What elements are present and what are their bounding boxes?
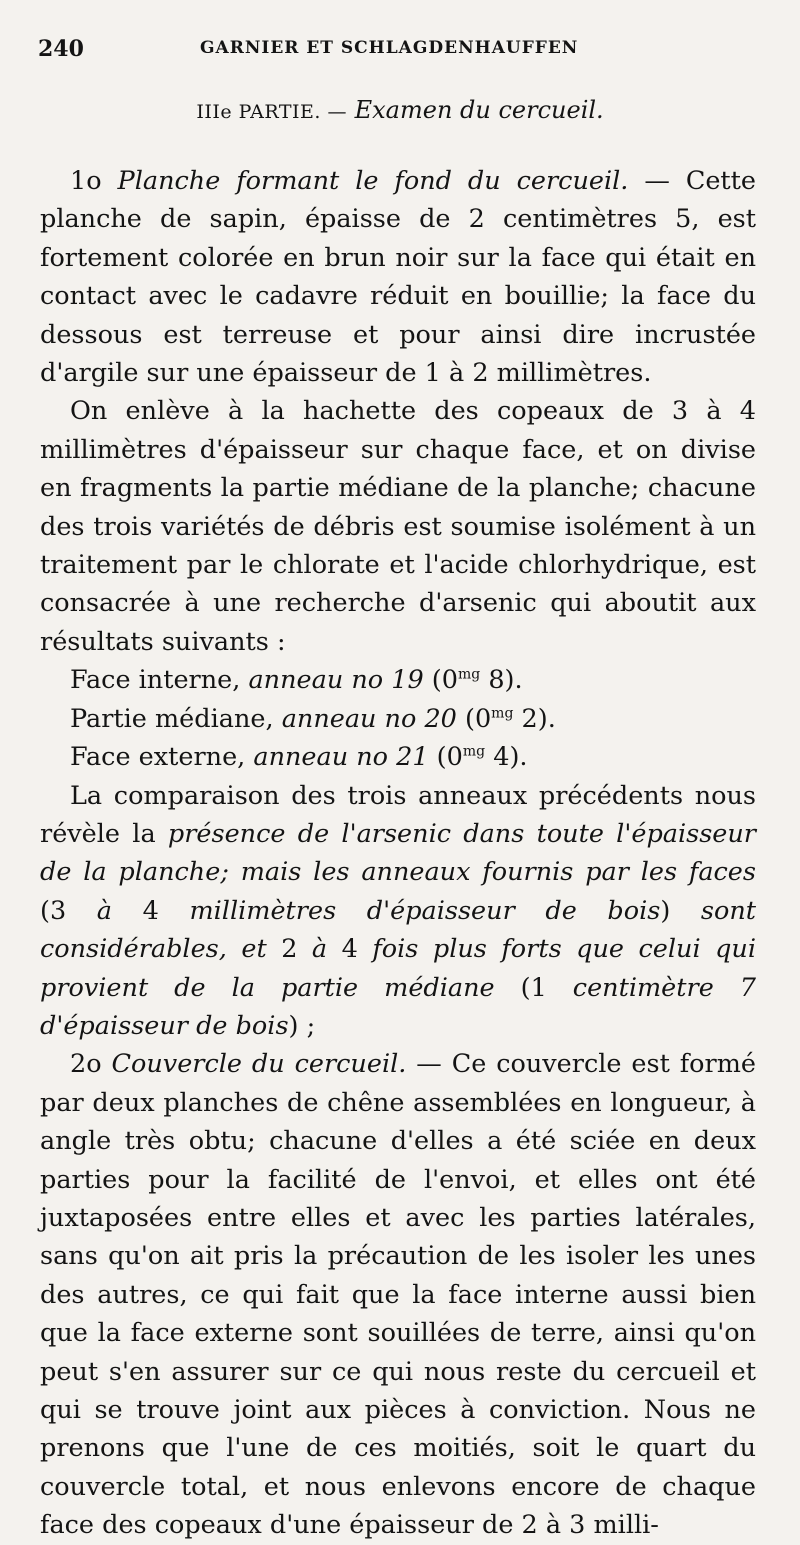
- result-label: Face externe,: [70, 742, 254, 773]
- running-head: GARNIER ET SCHLAGDENHAUFFEN: [200, 38, 579, 58]
- body-text: [40, 162, 756, 1545]
- page-number: 240: [38, 36, 84, 62]
- result-value: (0: [428, 742, 463, 773]
- text-run: ) ;: [288, 1010, 316, 1041]
- result-line: [40, 738, 756, 776]
- result-line: [40, 700, 756, 738]
- italic-run: à: [311, 934, 328, 965]
- section-title: [0, 96, 800, 124]
- result-ring: anneau no 21: [253, 742, 429, 773]
- result-ring: anneau no 20: [281, 703, 457, 734]
- item-number: 2o: [70, 1049, 112, 1080]
- result-label: Face interne,: [70, 665, 249, 696]
- italic-run: présence de l'arsenic dans toute l'épaisseur de la planche; mais les anneaux fournis par les faces: [40, 818, 757, 888]
- page-header: [38, 36, 768, 68]
- result-label: Partie médiane,: [70, 703, 282, 734]
- section-heading: Examen du cercueil.: [354, 96, 604, 124]
- paragraph-bottom-plank: [40, 162, 756, 392]
- italic-run: sont considérables, et: [40, 895, 757, 965]
- text-run: 4: [112, 895, 190, 926]
- text-run: (3: [40, 895, 97, 926]
- item-title: Couvercle du cercueil.: [111, 1049, 407, 1080]
- paragraph-lid: [40, 1045, 756, 1544]
- part-label: IIIe PARTIE. —: [196, 101, 347, 123]
- italic-run: centimètre 7 d'épaisseur de bois: [40, 972, 757, 1041]
- italic-run: à: [96, 895, 112, 926]
- result-end: 4).: [485, 742, 528, 773]
- item-title: Planche formant le fond du cercueil.: [117, 166, 629, 196]
- result-line: [40, 661, 756, 699]
- text-run: (1: [494, 972, 573, 1003]
- text-run: La comparaison des trois anneaux précédents nous révèle la: [40, 780, 756, 849]
- text-run: 4: [327, 934, 373, 965]
- result-ring: anneau no 19: [248, 665, 424, 696]
- text-run: 2: [266, 934, 312, 965]
- result-value: (0: [423, 665, 458, 696]
- result-unit: mg: [457, 666, 481, 683]
- paragraph-procedure: On enlève à la hachette des copeaux de 3 à 4 millimètres d'épaisseur sur chaque face, et on divise en fragments la partie médiane de la planche; chacune des trois variétés de débris est soumise isolément à un traitement par le chlorate et l'acide chlorhydrique, est consacrée à une recherche d'arsenic qui aboutit aux résultats suivants :: [40, 396, 756, 657]
- item-number: 1o: [70, 166, 118, 196]
- paragraph-text: — Ce couvercle est formé par deux planches de chêne assemblées en longueur, à angle très obtu; chacune d'elles a été sciée en deux parties pour la facilité de l'envoi, et elles ont été juxtaposées entre elles et avec les parties latérales, sans qu'on ait pris la précaution de les isoler les unes des autres, ce qui fait que la face interne aussi bien que la face externe sont souillées de terre, ainsi qu'on peut s'en assurer sur ce qui nous reste du cercueil et qui se trouve joint aux pièces à conviction. Nous ne prenons que l'une de ces moitiés, soit le quart du couvercle total, et nous enlevons encore de chaque face des copeaux d'une épaisseur de 2 à 3 milli-: [40, 1049, 756, 1541]
- result-value: (0: [456, 703, 492, 734]
- italic-run: millimètres d'épaisseur de bois: [189, 895, 661, 926]
- result-unit: mg: [491, 705, 514, 722]
- italic-run: fois plus forts que celui qui provient de la partie médiane: [40, 934, 756, 1003]
- result-end: 2).: [513, 703, 556, 734]
- text-run: ): [660, 895, 701, 926]
- paragraph-text: — Cette planche de sapin, épaisse de 2 centimètres 5, est fortement colorée en brun noir sur la face qui était en contact avec le cadavre réduit en bouillie; la face du dessous est terreuse et pour ainsi dire incrustée d'argile sur une épaisseur de 1 à 2 millimètres.: [40, 166, 757, 389]
- result-end: 8).: [480, 665, 523, 696]
- paragraph-comparison: [40, 777, 756, 1046]
- result-unit: mg: [462, 743, 486, 760]
